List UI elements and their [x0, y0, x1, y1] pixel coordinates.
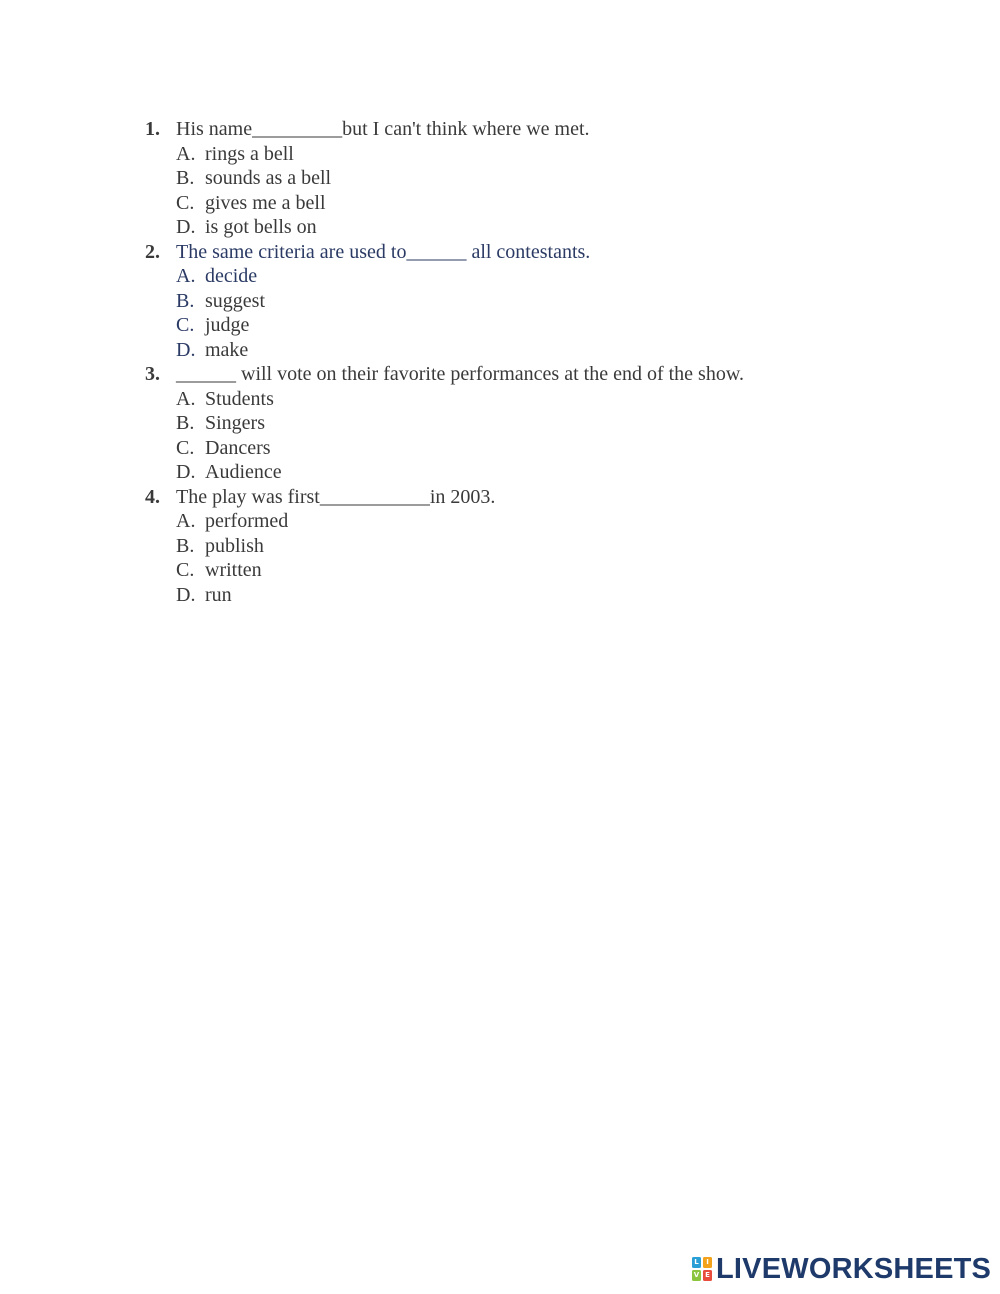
question-stem: [145, 362, 925, 387]
question-stem: [145, 117, 925, 142]
option-text: suggest: [205, 289, 265, 312]
question-text: The play was first___________in 2003.: [176, 485, 496, 508]
logo-mark-icon: [692, 1257, 712, 1281]
option-letter: A.: [176, 387, 196, 410]
answer-option-b[interactable]: [145, 166, 925, 191]
option-letter: D.: [176, 461, 196, 483]
question-text: His name_________but I can't think where we met.: [176, 118, 590, 140]
option-text: performed: [205, 510, 289, 532]
answer-option-d[interactable]: [145, 460, 925, 485]
logo-mark-tile: E: [703, 1270, 712, 1281]
option-text: sounds as a bell: [205, 167, 332, 189]
option-letter: A.: [176, 142, 196, 165]
answer-option-a[interactable]: [145, 264, 925, 289]
logo-mark-tile: L: [692, 1257, 701, 1268]
option-text: gives me a bell: [205, 191, 326, 214]
question-number: 3.: [145, 363, 160, 385]
option-letter: D.: [176, 583, 196, 606]
option-letter: A.: [176, 265, 196, 287]
answer-option-a[interactable]: [145, 387, 925, 412]
answer-option-a[interactable]: [145, 509, 925, 534]
answer-option-d[interactable]: [145, 338, 925, 363]
answer-option-b[interactable]: [145, 289, 925, 314]
answer-option-b[interactable]: [145, 411, 925, 436]
logo-mark-tile: V: [693, 1271, 700, 1279]
option-letter: A.: [176, 510, 196, 532]
option-letter: C.: [176, 191, 195, 214]
question-1: [145, 117, 925, 240]
option-text: decide: [205, 265, 258, 287]
option-letter: C.: [176, 314, 195, 336]
option-letter: C.: [176, 436, 195, 459]
option-letter: B.: [176, 289, 195, 312]
option-text: Students: [205, 387, 274, 410]
option-text: written: [205, 559, 262, 581]
option-text: make: [205, 338, 249, 361]
option-text: rings a bell: [205, 142, 294, 165]
option-text: run: [205, 583, 232, 606]
option-letter: B.: [176, 412, 195, 434]
question-4: [145, 485, 925, 608]
option-letter: D.: [176, 338, 196, 361]
option-text: judge: [205, 314, 250, 336]
question-2: [145, 240, 925, 363]
option-letter: B.: [176, 167, 195, 189]
answer-option-c[interactable]: [145, 558, 925, 583]
question-text: ______ will vote on their favorite performances at the end of the show.: [176, 363, 744, 385]
question-number: 4.: [145, 485, 160, 508]
quiz-list: [145, 117, 925, 607]
liveworksheets-logo[interactable]: [692, 1255, 991, 1283]
question-stem: [145, 485, 925, 510]
question-number: 2.: [145, 240, 160, 263]
answer-option-c[interactable]: [145, 313, 925, 338]
question-3: [145, 362, 925, 485]
answer-option-d[interactable]: [145, 583, 925, 608]
answer-option-a[interactable]: [145, 142, 925, 167]
question-number: 1.: [145, 118, 160, 140]
answer-option-c[interactable]: [145, 436, 925, 461]
answer-option-c[interactable]: [145, 191, 925, 216]
option-text: publish: [205, 534, 264, 557]
logo-wordmark: LIVEWORKSHEETS: [716, 1253, 992, 1285]
option-letter: C.: [176, 559, 195, 581]
option-text: is got bells on: [205, 216, 317, 238]
answer-option-d[interactable]: [145, 215, 925, 240]
option-text: Singers: [205, 412, 265, 434]
option-text: Dancers: [205, 436, 271, 459]
logo-mark-tile: I: [703, 1257, 712, 1268]
option-text: Audience: [205, 461, 282, 483]
option-letter: B.: [176, 534, 195, 557]
question-text: The same criteria are used to______ all contestants.: [176, 240, 591, 263]
option-letter: D.: [176, 216, 196, 238]
question-stem: [145, 240, 925, 265]
answer-option-b[interactable]: [145, 534, 925, 559]
